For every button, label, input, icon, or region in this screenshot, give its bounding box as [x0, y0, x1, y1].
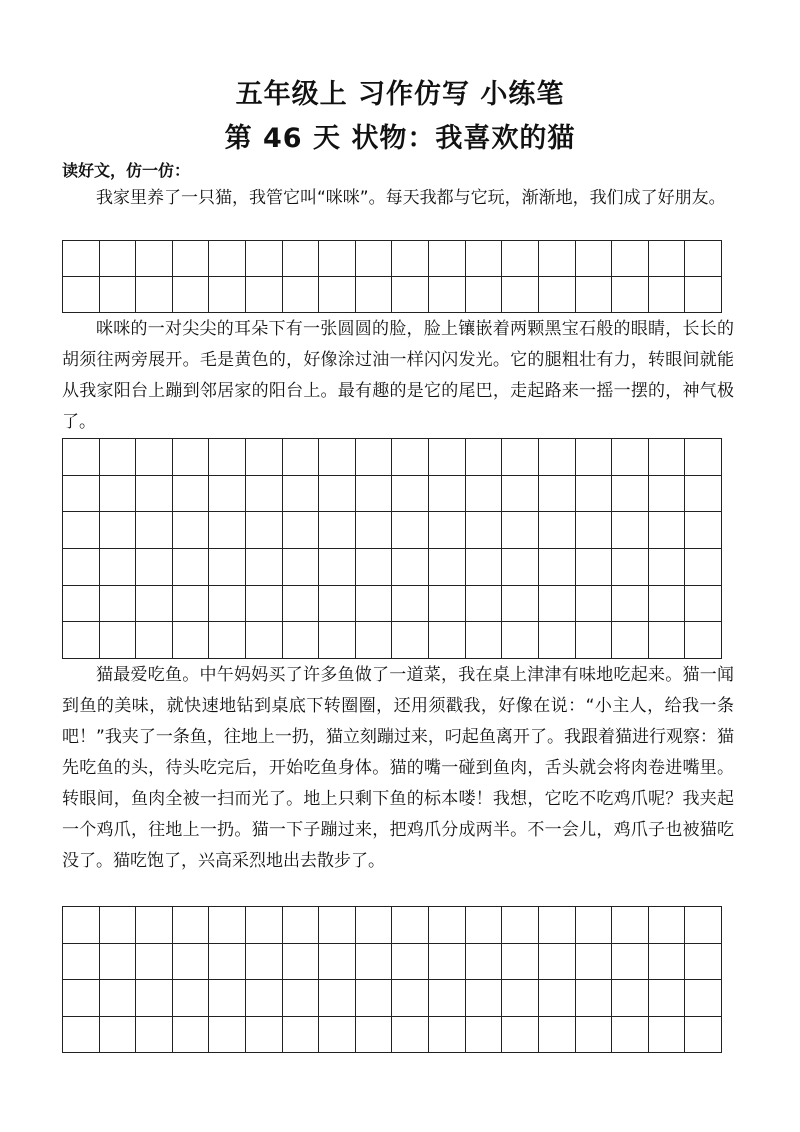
writing-grid-2[interactable]	[62, 438, 722, 659]
grid-cell[interactable]	[173, 980, 210, 1017]
grid-cell[interactable]	[319, 907, 356, 944]
grid-cell[interactable]	[576, 549, 613, 586]
grid-cell[interactable]	[283, 944, 320, 981]
grid-cell[interactable]	[356, 277, 393, 313]
grid-cell[interactable]	[209, 586, 246, 623]
grid-cell[interactable]	[502, 907, 539, 944]
grid-cell[interactable]	[685, 907, 722, 944]
grid-cell[interactable]	[246, 277, 283, 313]
grid-cell[interactable]	[429, 439, 466, 476]
grid-cell[interactable]	[502, 944, 539, 981]
grid-cell[interactable]	[466, 476, 503, 513]
grid-cell[interactable]	[392, 944, 429, 981]
grid-cell[interactable]	[356, 512, 393, 549]
grid-cell[interactable]	[649, 1017, 686, 1054]
grid-cell[interactable]	[429, 1017, 466, 1054]
grid-cell[interactable]	[356, 549, 393, 586]
grid-cell[interactable]	[429, 586, 466, 623]
grid-cell[interactable]	[539, 586, 576, 623]
grid-cell[interactable]	[466, 622, 503, 659]
grid-cell[interactable]	[685, 512, 722, 549]
grid-cell[interactable]	[136, 622, 173, 659]
grid-cell[interactable]	[539, 980, 576, 1017]
grid-cell[interactable]	[502, 549, 539, 586]
grid-cell[interactable]	[136, 277, 173, 313]
grid-cell[interactable]	[502, 1017, 539, 1054]
grid-cell[interactable]	[283, 549, 320, 586]
grid-cell[interactable]	[136, 241, 173, 277]
grid-cell[interactable]	[63, 439, 100, 476]
grid-cell[interactable]	[685, 980, 722, 1017]
grid-cell[interactable]	[466, 944, 503, 981]
grid-cell[interactable]	[466, 439, 503, 476]
grid-cell[interactable]	[173, 277, 210, 313]
grid-cell[interactable]	[392, 549, 429, 586]
grid-cell[interactable]	[283, 622, 320, 659]
grid-cell[interactable]	[612, 512, 649, 549]
grid-cell[interactable]	[392, 476, 429, 513]
grid-cell[interactable]	[173, 586, 210, 623]
grid-cell[interactable]	[356, 1017, 393, 1054]
grid-cell[interactable]	[246, 549, 283, 586]
grid-cell[interactable]	[392, 622, 429, 659]
paragraph-2: 咪咪的一对尖尖的耳朵下有一张圆圆的脸，脸上镶嵌着两颗黑宝石般的眼睛，长长的胡须往两旁展开。毛是黄色的，好像涂过油一样闪闪发光。它的腿粗壮有力，转眼间就能从我家阳台上蹦到邻居家的阳台上。最有趣的是它的尾巴，走起路来一摇一摆的，神气极了。	[62, 319, 734, 432]
grid-cell[interactable]	[576, 512, 613, 549]
grid-cell[interactable]	[466, 277, 503, 313]
grid-cell[interactable]	[356, 586, 393, 623]
grid-cell[interactable]	[649, 586, 686, 623]
grid-cell[interactable]	[429, 549, 466, 586]
grid-cell[interactable]	[100, 586, 137, 623]
grid-cell[interactable]	[466, 980, 503, 1017]
paragraph-1: 我家里养了一只猫，我管它叫“咪咪”。每天我都与它玩，渐渐地，我们成了好朋友。	[96, 188, 726, 208]
grid-cell[interactable]	[356, 241, 393, 277]
grid-cell[interactable]	[319, 439, 356, 476]
grid-cell[interactable]	[100, 512, 137, 549]
grid-cell[interactable]	[209, 476, 246, 513]
grid-cell[interactable]	[173, 944, 210, 981]
grid-cell[interactable]	[502, 476, 539, 513]
grid-cell[interactable]	[283, 1017, 320, 1054]
grid-cell[interactable]	[649, 549, 686, 586]
grid-cell[interactable]	[649, 980, 686, 1017]
grid-cell[interactable]	[539, 549, 576, 586]
grid-cell[interactable]	[63, 980, 100, 1017]
grid-cell[interactable]	[685, 439, 722, 476]
writing-grid-1[interactable]	[62, 240, 722, 313]
grid-cell[interactable]	[100, 476, 137, 513]
grid-cell[interactable]	[466, 907, 503, 944]
grid-cell[interactable]	[319, 1017, 356, 1054]
grid-cell[interactable]	[466, 1017, 503, 1054]
grid-cell[interactable]	[246, 439, 283, 476]
grid-cell[interactable]	[576, 277, 613, 313]
grid-cell[interactable]	[392, 586, 429, 623]
grid-cell[interactable]	[576, 944, 613, 981]
grid-cell[interactable]	[502, 277, 539, 313]
grid-cell[interactable]	[246, 944, 283, 981]
grid-cell[interactable]	[576, 241, 613, 277]
grid-cell[interactable]	[502, 512, 539, 549]
grid-cell[interactable]	[173, 907, 210, 944]
grid-cell[interactable]	[173, 512, 210, 549]
grid-cell[interactable]	[100, 622, 137, 659]
grid-cell[interactable]	[283, 980, 320, 1017]
grid-cell[interactable]	[612, 586, 649, 623]
grid-cell[interactable]	[136, 907, 173, 944]
grid-cell[interactable]	[466, 512, 503, 549]
grid-cell[interactable]	[100, 980, 137, 1017]
instruction-text: 读好文，仿一仿：	[62, 161, 191, 180]
grid-cell[interactable]	[539, 944, 576, 981]
grid-cell[interactable]	[429, 512, 466, 549]
grid-cell[interactable]	[649, 622, 686, 659]
grid-cell[interactable]	[685, 586, 722, 623]
grid-cell[interactable]	[246, 586, 283, 623]
grid-cell[interactable]	[612, 944, 649, 981]
grid-cell[interactable]	[283, 277, 320, 313]
grid-cell[interactable]	[209, 549, 246, 586]
grid-cell[interactable]	[429, 907, 466, 944]
grid-cell[interactable]	[392, 1017, 429, 1054]
grid-cell[interactable]	[100, 277, 137, 313]
grid-cell[interactable]	[356, 622, 393, 659]
grid-cell[interactable]	[246, 622, 283, 659]
grid-cell[interactable]	[502, 241, 539, 277]
grid-cell[interactable]	[319, 622, 356, 659]
grid-cell[interactable]	[502, 586, 539, 623]
grid-cell[interactable]	[283, 512, 320, 549]
grid-cell[interactable]	[63, 907, 100, 944]
grid-cell[interactable]	[612, 549, 649, 586]
grid-cell[interactable]	[649, 512, 686, 549]
grid-cell[interactable]	[539, 622, 576, 659]
grid-cell[interactable]	[136, 439, 173, 476]
grid-cell[interactable]	[173, 241, 210, 277]
grid-cell[interactable]	[283, 439, 320, 476]
grid-cell[interactable]	[209, 622, 246, 659]
grid-cell[interactable]	[136, 1017, 173, 1054]
grid-cell[interactable]	[539, 907, 576, 944]
grid-cell[interactable]	[429, 277, 466, 313]
grid-cell[interactable]	[466, 241, 503, 277]
grid-cell[interactable]	[283, 907, 320, 944]
grid-cell[interactable]	[502, 622, 539, 659]
grid-cell[interactable]	[392, 439, 429, 476]
grid-cell[interactable]	[466, 549, 503, 586]
grid-cell[interactable]	[246, 980, 283, 1017]
grid-cell[interactable]	[173, 622, 210, 659]
grid-cell[interactable]	[319, 586, 356, 623]
grid-cell[interactable]	[539, 512, 576, 549]
grid-cell[interactable]	[136, 980, 173, 1017]
grid-cell[interactable]	[649, 476, 686, 513]
grid-cell[interactable]	[173, 549, 210, 586]
grid-cell[interactable]	[429, 476, 466, 513]
grid-cell[interactable]	[576, 980, 613, 1017]
grid-cell[interactable]	[429, 944, 466, 981]
grid-cell[interactable]	[392, 241, 429, 277]
grid-cell[interactable]	[392, 907, 429, 944]
grid-cell[interactable]	[612, 476, 649, 513]
grid-cell[interactable]	[392, 980, 429, 1017]
paragraph-3: 猫最爱吃鱼。中午妈妈买了许多鱼做了一道菜，我在桌上津津有味地吃起来。猫一闻到鱼的美味，就快速地钻到桌底下转圈圈，还用须戳我，好像在说：“小主人，给我一条吧！”我夹了一条鱼，往地上一扔，猫立刻蹦过来，叼起鱼离开了。我跟着猫进行观察：猫先吃鱼的头，待头吃完后，开始吃鱼身体。猫的嘴一碰到鱼肉，舌头就会将肉卷进嘴里。转眼间，鱼肉全被一扫而光了。地上只剩下鱼的标本喽！我想，它吃不吃鸡爪呢？我夹起一个鸡爪，往地上一扔。猫一下子蹦过来，把鸡爪分成两半。不一会儿，鸡爪子也被猫吃没了。猫吃饱了，兴高采烈地出去散步了。	[62, 665, 734, 871]
grid-cell[interactable]	[63, 277, 100, 313]
grid-cell[interactable]	[283, 476, 320, 513]
grid-cell[interactable]	[576, 1017, 613, 1054]
grid-cell[interactable]	[649, 277, 686, 313]
grid-cell[interactable]	[246, 241, 283, 277]
grid-cell[interactable]	[63, 622, 100, 659]
grid-cell[interactable]	[319, 980, 356, 1017]
grid-cell[interactable]	[576, 476, 613, 513]
grid-cell[interactable]	[136, 476, 173, 513]
grid-cell[interactable]	[649, 439, 686, 476]
grid-cell[interactable]	[246, 907, 283, 944]
grid-cell[interactable]	[576, 586, 613, 623]
grid-cell[interactable]	[283, 586, 320, 623]
grid-cell[interactable]	[356, 907, 393, 944]
grid-cell[interactable]	[429, 241, 466, 277]
grid-cell[interactable]	[63, 241, 100, 277]
grid-cell[interactable]	[685, 944, 722, 981]
grid-cell[interactable]	[100, 241, 137, 277]
grid-cell[interactable]	[100, 1017, 137, 1054]
grid-cell[interactable]	[685, 241, 722, 277]
worksheet-title: 五年级上 习作仿写 小练笔	[235, 79, 565, 110]
grid-cell[interactable]	[100, 439, 137, 476]
grid-cell[interactable]	[356, 944, 393, 981]
grid-cell[interactable]	[63, 476, 100, 513]
grid-cell[interactable]	[173, 1017, 210, 1054]
grid-cell[interactable]	[685, 277, 722, 313]
grid-cell[interactable]	[685, 549, 722, 586]
grid-cell[interactable]	[685, 1017, 722, 1054]
writing-grid-3[interactable]	[62, 906, 722, 1053]
grid-cell[interactable]	[319, 944, 356, 981]
grid-cell[interactable]	[173, 439, 210, 476]
grid-cell[interactable]	[319, 277, 356, 313]
grid-cell[interactable]	[429, 622, 466, 659]
grid-cell[interactable]	[209, 241, 246, 277]
grid-cell[interactable]	[283, 241, 320, 277]
grid-cell[interactable]	[576, 622, 613, 659]
grid-cell[interactable]	[539, 1017, 576, 1054]
grid-cell[interactable]	[136, 944, 173, 981]
grid-cell[interactable]	[246, 476, 283, 513]
grid-cell[interactable]	[319, 241, 356, 277]
grid-cell[interactable]	[612, 241, 649, 277]
grid-cell[interactable]	[576, 439, 613, 476]
grid-cell[interactable]	[63, 512, 100, 549]
grid-cell[interactable]	[539, 241, 576, 277]
grid-cell[interactable]	[356, 476, 393, 513]
grid-cell[interactable]	[136, 586, 173, 623]
lesson-title: 第 46 天 状物：我喜欢的猫	[224, 123, 576, 154]
grid-cell[interactable]	[209, 944, 246, 981]
grid-cell[interactable]	[612, 277, 649, 313]
grid-cell[interactable]	[539, 439, 576, 476]
grid-cell[interactable]	[246, 512, 283, 549]
grid-cell[interactable]	[612, 439, 649, 476]
grid-cell[interactable]	[209, 439, 246, 476]
grid-cell[interactable]	[649, 944, 686, 981]
grid-cell[interactable]	[649, 907, 686, 944]
grid-cell[interactable]	[319, 549, 356, 586]
grid-cell[interactable]	[502, 439, 539, 476]
grid-cell[interactable]	[63, 586, 100, 623]
grid-cell[interactable]	[209, 907, 246, 944]
grid-cell[interactable]	[209, 277, 246, 313]
grid-cell[interactable]	[100, 907, 137, 944]
grid-cell[interactable]	[685, 476, 722, 513]
grid-cell[interactable]	[612, 980, 649, 1017]
grid-cell[interactable]	[466, 586, 503, 623]
grid-cell[interactable]	[685, 622, 722, 659]
grid-cell[interactable]	[209, 1017, 246, 1054]
grid-cell[interactable]	[502, 980, 539, 1017]
grid-cell[interactable]	[100, 944, 137, 981]
grid-cell[interactable]	[576, 907, 613, 944]
grid-cell[interactable]	[63, 549, 100, 586]
grid-cell[interactable]	[649, 241, 686, 277]
grid-cell[interactable]	[136, 549, 173, 586]
grid-cell[interactable]	[63, 1017, 100, 1054]
grid-cell[interactable]	[392, 277, 429, 313]
grid-cell[interactable]	[356, 439, 393, 476]
grid-cell[interactable]	[100, 549, 137, 586]
grid-cell[interactable]	[209, 512, 246, 549]
grid-cell[interactable]	[63, 944, 100, 981]
grid-cell[interactable]	[319, 512, 356, 549]
grid-cell[interactable]	[392, 512, 429, 549]
grid-cell[interactable]	[246, 1017, 283, 1054]
grid-cell[interactable]	[319, 476, 356, 513]
grid-cell[interactable]	[612, 622, 649, 659]
grid-cell[interactable]	[173, 476, 210, 513]
grid-cell[interactable]	[429, 980, 466, 1017]
grid-cell[interactable]	[539, 277, 576, 313]
grid-cell[interactable]	[612, 1017, 649, 1054]
grid-cell[interactable]	[539, 476, 576, 513]
grid-cell[interactable]	[209, 980, 246, 1017]
grid-cell[interactable]	[136, 512, 173, 549]
grid-cell[interactable]	[356, 980, 393, 1017]
grid-cell[interactable]	[612, 907, 649, 944]
